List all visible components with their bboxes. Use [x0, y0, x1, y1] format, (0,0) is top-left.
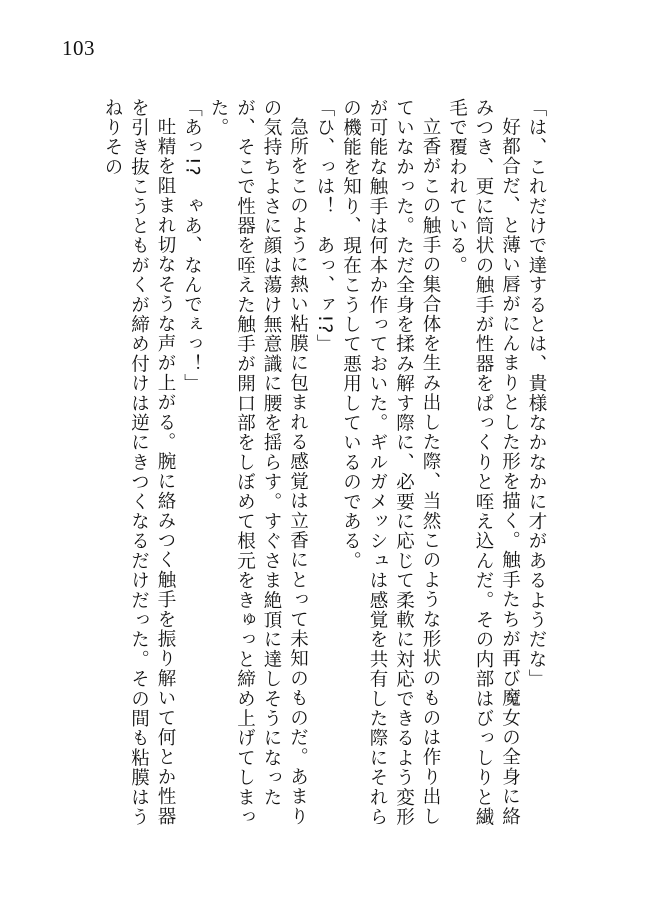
page-number: 103	[62, 36, 95, 60]
body-text	[99, 98, 550, 838]
dialogue-paragraph: 「あっ!? ゃあ、なんでぇっ！」	[181, 98, 203, 394]
dialogue-paragraph: 「は、これだけで達するとは、貴様なかなかに才があるようだな」	[526, 98, 547, 689]
narration-paragraph: 吐精を阻まれ切なそうな声が上がる。腕に絡みつく触手を振り解いて何とか性器を引き抜こうともがくが締め付けは逆にきつくなるだけだった。その間も粘膜はうねりその	[102, 98, 176, 827]
dialogue-paragraph: 「ひ、っは！ あっ、ァ!?」	[314, 98, 335, 355]
narration-paragraph: 急所をこのように熱い粘膜に包まれる感覚は立香にとって未知のものだ。あまりの気持ちよさに顔は蕩け無意識に腰を揺らす。すぐさま絶頂に達しそうになったが、そこで性器を咥えた触手が開口部をしぼめて根元をきゅっと締め上げてしまった。	[208, 98, 309, 827]
narration-paragraph: 立香がこの触手の集合体を生み出した際、当然このような形状のものは作り出していなかった。ただ全身を揉み解す際に、必要に応じて柔軟に対応できるよう変形が可能な触手は何本か作っておいた。ギルガメッシュは感覚を共有した際にそれらの機能を知り、現在こうして悪用しているのである。	[340, 98, 441, 827]
narration-paragraph: 好都合だ、と薄い唇がにんまりとした形を描く。触手たちが再び魔女の全身に絡みつき、更に筒状の触手が性器をぱっくりと咥え込んだ。その内部はびっしりと繊毛で覆われている。	[446, 98, 521, 827]
